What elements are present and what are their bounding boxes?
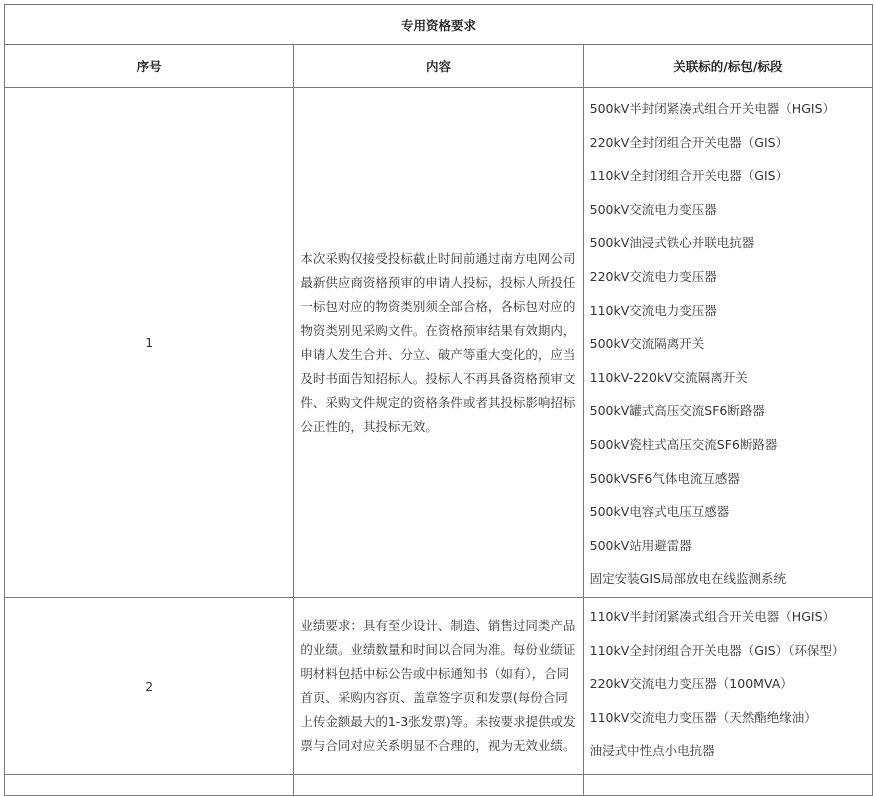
lot-item: 220kV交流电力变压器（100MVA） (589, 676, 793, 692)
lot-item: 220kV交流电力变压器 (589, 268, 717, 284)
lot-item: 110kV全封闭组合开关电器（GIS） (589, 168, 789, 184)
lot-item: 500kV油浸式铁心并联电抗器 (589, 235, 755, 251)
lot-item: 110kV交流电力变压器 (589, 302, 717, 318)
lot-list (590, 598, 866, 768)
lot-item: 固定安装GIS局部放电在线监测系统 (589, 571, 786, 587)
table-title: 专用资格要求 (5, 5, 873, 45)
table-row-partial (5, 775, 873, 796)
lot-item: 500kV交流电力变压器 (589, 201, 717, 217)
header-content: 内容 (294, 45, 583, 88)
table-row (5, 598, 873, 775)
qualification-table (4, 4, 873, 796)
lot-item: 110kV全封闭组合开关电器（GIS）（环保型） (589, 642, 845, 658)
header-index: 序号 (5, 45, 294, 88)
row-content-empty (294, 775, 583, 796)
row-index: 1 (5, 88, 294, 598)
lot-list (590, 88, 866, 596)
lot-item: 110kV-220kV交流隔离开关 (589, 369, 748, 385)
lot-item: 110kV半封闭紧凑式组合开关电器（HGIS） (589, 609, 836, 624)
lot-item: 500kV站用避雷器 (589, 537, 692, 553)
lot-item: 500kV瓷柱式高压交流SF6断路器 (589, 436, 778, 452)
row-content: 本次采购仅接受投标截止时间前通过南方电网公司最新供应商资格预审的申请人投标，投标人所投任一标包对应的物资类别须全部合格，各标包对应的物资类别见采购文件。在资格预审结果有效期内，申请人发生合并、分立、破产等重大变化的，应当及时书面告知招标人。投标人不再具备资格预审文件、采购文件规定的资格条件或者其投标影响招标公正性的，其投标无效。 (294, 88, 583, 598)
lot-item: 500kV罐式高压交流SF6断路器 (589, 403, 765, 419)
row-items-cell (583, 598, 872, 775)
lot-item: 500kVSF6气体电流互感器 (589, 470, 740, 486)
lot-item: 220kV全封闭组合开关电器（GIS） (589, 134, 789, 150)
row-items-cell (583, 88, 872, 598)
lot-item: 油浸式中性点小电抗器 (589, 743, 715, 759)
lot-item: 500kV电容式电压互感器 (589, 504, 730, 520)
table-row (5, 88, 873, 598)
lot-item: 500kV交流隔离开关 (589, 336, 705, 352)
row-index: 2 (5, 598, 294, 775)
lot-item: 110kV交流电力变压器（天然酯绝缘油） (589, 709, 817, 725)
row-content: 业绩要求：具有至少设计、制造、销售过同类产品的业绩。业绩数量和时间以合同为准。每份业绩证明材料包括中标公告或中标通知书（如有），合同首页、采购内容页、盖章签字页和发票(每份合同上传金额最大的1-3张发票)等。未按要求提供或发票与合同对应关系明显不合理的，视为无效业绩。 (294, 598, 583, 775)
table-header-row (5, 45, 873, 88)
row-items-empty (583, 775, 872, 796)
table-title-row (5, 5, 873, 45)
lot-item: 500kV半封闭紧凑式组合开关电器（HGIS） (589, 101, 836, 116)
row-index-empty (5, 775, 294, 796)
header-lots: 关联标的/标包/标段 (583, 45, 872, 88)
